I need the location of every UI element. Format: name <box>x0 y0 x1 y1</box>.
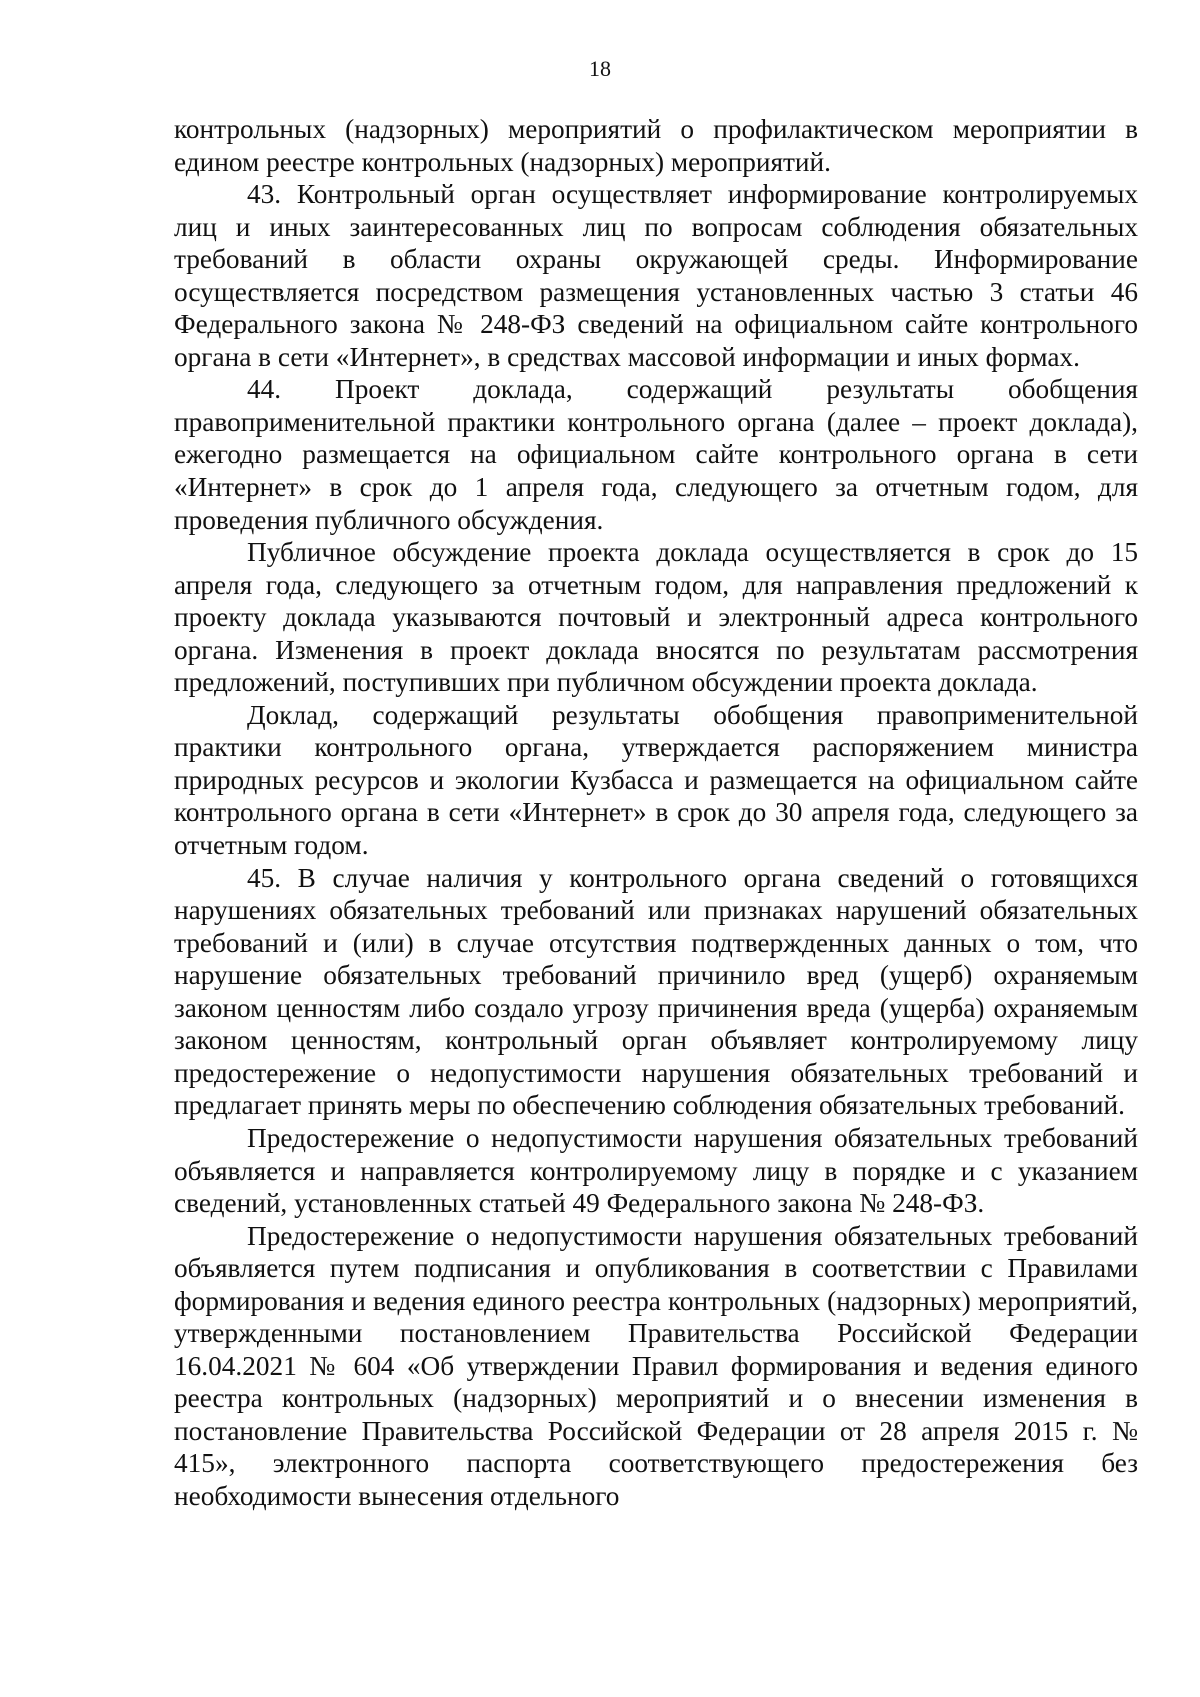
paragraph-report-approval: Доклад, содержащий результаты обобщения правоприменительной практики контрольного органа, утверждается распоряжением министра природных ресурсов и экологии Кузбасса и размещается на официальном сайте контрольного органа в сети «Интернет» в срок до 30 апреля года, следующего за отчетным годом. <box>174 699 1138 861</box>
paragraph-continuation: контрольных (надзорных) мероприятий о профилактическом мероприятии в едином реестре контрольных (надзорных) мероприятий. <box>174 114 1138 177</box>
paragraph-item-43: 43. Контрольный орган осуществляет информирование контролируемых лиц и иных заинтересованных лиц по вопросам соблюдения обязательных требований в области охраны окружающей среды. Информирование осуществляется посредством размещения установленных частью 3 статьи 46 Федерального закона № 248-ФЗ сведений на официальном сайте контрольного органа в сети «Интернет», в средствах массовой информации и иных формах. <box>174 179 1138 372</box>
page-number: 18 <box>589 56 611 81</box>
paragraph-item-45: 45. В случае наличия у контрольного органа сведений о готовящихся нарушениях обязательных требований или признаках нарушений обязательных требований и (или) в случае отсутствия подтвержденных данных о том, что нарушение обязательных требований причинило вред (ущерб) охраняемым законом ценностям либо создало угрозу причинения вреда (ущерба) охраняемым законом ценностям, контрольный орган объявляет контролируемому лицу предостережение о недопустимости нарушения обязательных требований и предлагает принять меры по обеспечению соблюдения обязательных требований. <box>174 862 1138 1121</box>
document-body <box>174 113 1138 1513</box>
paragraph-warning-procedure: Предостережение о недопустимости нарушения обязательных требований объявляется и направляется контролируемому лицу в порядке и с указанием сведений, установленных статьей 49 Федерального закона № 248-ФЗ. <box>174 1122 1138 1219</box>
paragraph-warning-publication: Предостережение о недопустимости нарушения обязательных требований объявляется путем подписания и опубликования в соответствии с Правилами формирования и ведения единого реестра контрольных (надзорных) мероприятий, утвержденными постановлением Правительства Российской Федерации 16.04.2021 № 604 «Об утверждении Правил формирования и ведения единого реестра контрольных (надзорных) мероприятий и о внесении изменения в постановление Правительства Российской Федерации от 28 апреля 2015 г. № 415», электронного паспорта соответствующего предостережения без необходимости вынесения отдельного <box>174 1220 1138 1511</box>
paragraph-item-44: 44. Проект доклада, содержащий результаты обобщения правоприменительной практики контрольного органа (далее – проект доклада), ежегодно размещается на официальном сайте контрольного органа в сети «Интернет» в срок до 1 апреля года, следующего за отчетным годом, для проведения публичного обсуждения. <box>174 374 1138 535</box>
paragraph-public-discussion: Публичное обсуждение проекта доклада осуществляется в срок до 15 апреля года, следующего за отчетным годом, для направления предложений к проекту доклада указываются почтовый и электронный адреса контрольного органа. Изменения в проект доклада вносятся по результатам рассмотрения предложений, поступивших при публичном обсуждении проекта доклада. <box>174 537 1138 698</box>
